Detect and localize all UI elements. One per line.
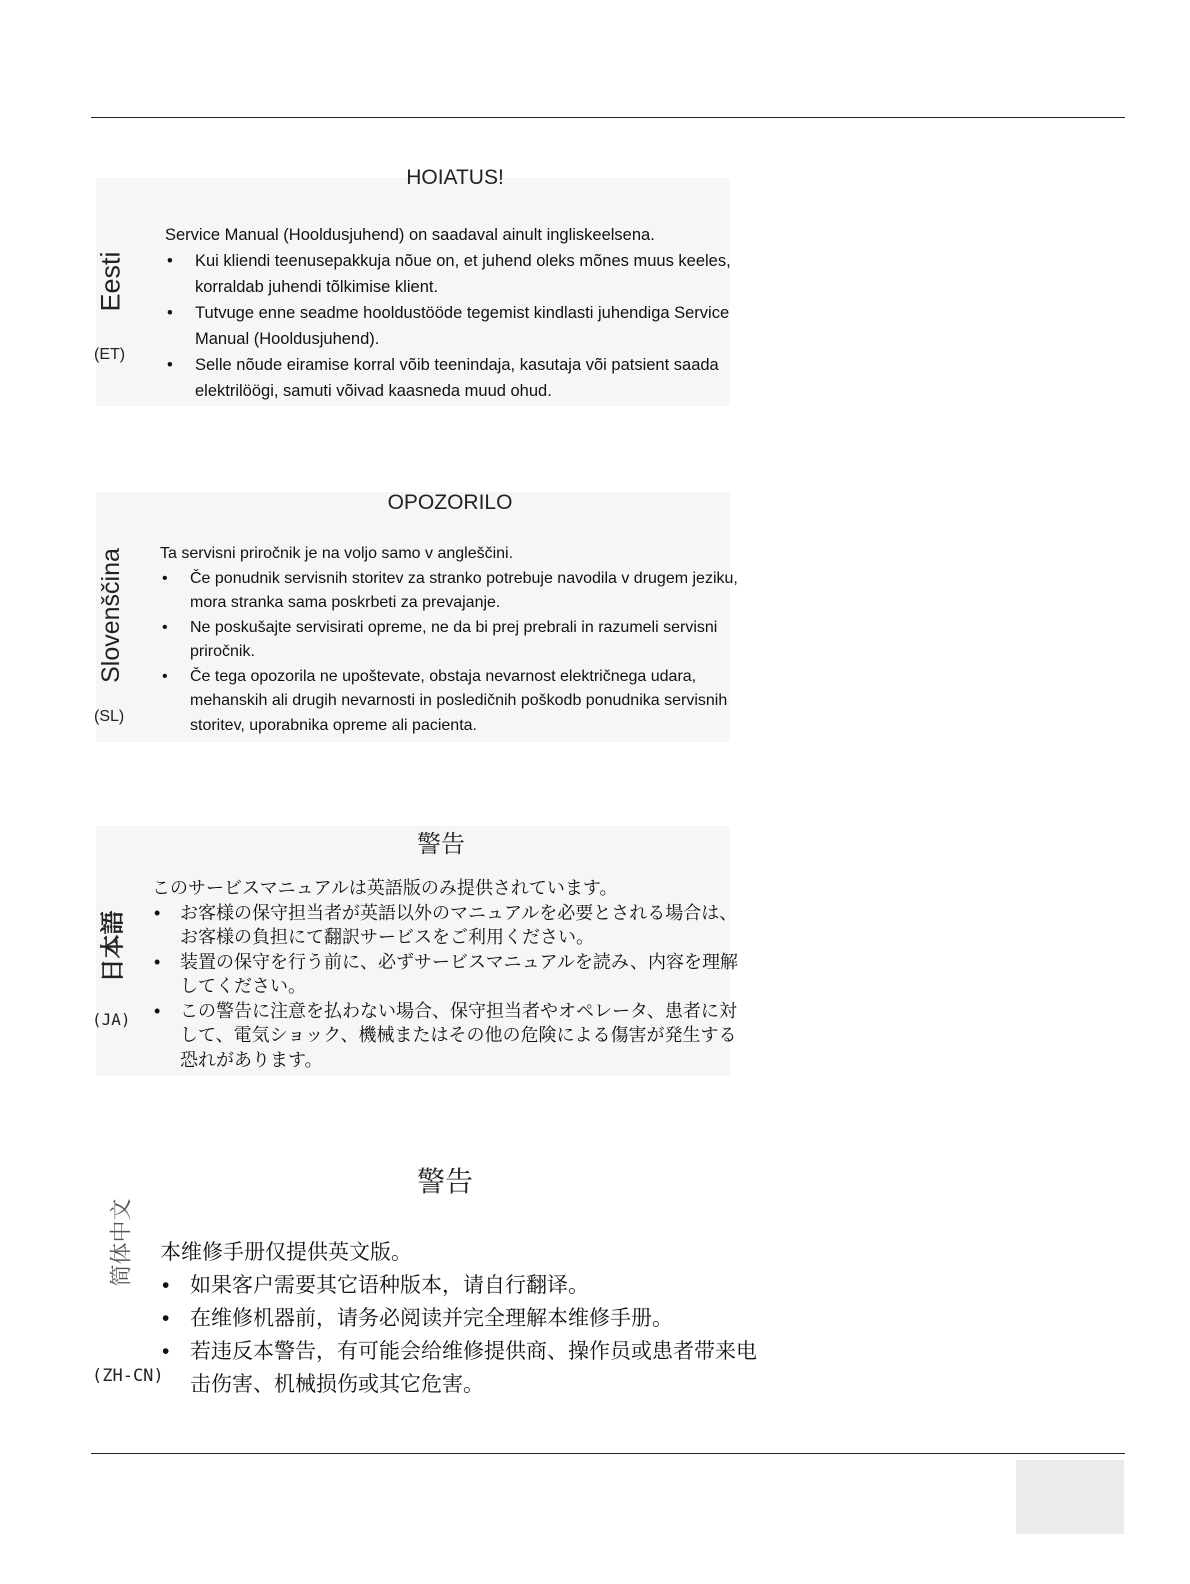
language-name: Slovenščina [96, 548, 125, 683]
warning-list [160, 567, 740, 739]
language-name: 简体中文 [108, 1198, 134, 1287]
language-name: 日本語 [99, 910, 127, 983]
warning-intro: Service Manual (Hooldusjuhend) on saadaval ainult ingliskeelsena. [165, 226, 655, 244]
warning-bullet: • 若违反本警告，有可能会给维修提供商、操作员或患者带来电击伤害、机械损伤或其它危害。 [160, 1335, 760, 1401]
warning-intro: Ta servisni priročnik je na voljo samo v angleščini. [160, 545, 514, 562]
warning-bullet: • 装置の保守を行う前に、必ずサービスマニュアルを読み、内容を理解してください。 [152, 950, 742, 999]
warning-heading: HOIATUS! [406, 166, 504, 189]
warning-body [152, 876, 742, 1072]
warning-list [165, 248, 745, 404]
warning-body [160, 542, 740, 738]
warning-section-zh [90, 1156, 757, 1406]
warning-list [152, 901, 742, 1073]
warning-bullet: • 在维修机器前，请务必阅读并完全理解本维修手册。 [160, 1302, 760, 1335]
warning-heading: OPOZORILO [387, 491, 513, 514]
warning-bullet: • Če ponudnik servisnih storitev za stranko potrebuje navodila v drugem jeziku, mora stranka sama poskrbeti za prevajanje. [160, 567, 740, 616]
warning-bullet: • この警告に注意を払わない場合、保守担当者やオペレータ、患者に対して、電気ショック、機械またはその他の危険による傷害が発生する恐れがあります。 [152, 999, 742, 1073]
warning-bullet: • Kui kliendi teenusepakkuja nõue on, et juhend oleks mõnes muus keeles, korraldab juhendi tõlkimise klient. [165, 248, 745, 300]
footer-rule [91, 1453, 1125, 1454]
language-code: (ZH-CN) [92, 1366, 164, 1386]
warning-section-ja [90, 820, 740, 1080]
warning-bullet: • お客様の保守担当者が英語以外のマニュアルを必要とされる場合は、お客様の負担にて翻訳サービスをご利用ください。 [152, 901, 742, 950]
warning-intro: 本维修手册仅提供英文版。 [160, 1241, 412, 1264]
warning-bullet: • Če tega opozorila ne upoštevate, obstaja nevarnost električnega udara, mehanskih ali drugih nevarnosti in posledičnih poškodb ponudnika servisnih storitev, uporabnika opreme ali pacienta. [160, 665, 740, 739]
warning-section-et [90, 160, 740, 410]
language-code: (SL) [94, 708, 125, 725]
warning-body [165, 222, 745, 404]
header-rule [91, 117, 1125, 118]
warning-section-sl [90, 486, 740, 746]
language-name: Eesti [95, 251, 126, 312]
warning-heading: 警告 [416, 1166, 473, 1197]
page-number-tab [1016, 1460, 1124, 1534]
warning-bullet: • Ne poskušajte servisirati opreme, ne da bi prej prebrali in razumeli servisni priročnik. [160, 616, 740, 665]
language-code: (ET) [94, 346, 126, 363]
warning-intro: このサービスマニュアルは英語版のみ提供されています。 [152, 878, 618, 898]
language-code: (JA) [92, 1010, 131, 1029]
warning-heading: 警告 [417, 831, 465, 858]
warning-bullet: • Tutvuge enne seadme hooldustööde tegemist kindlasti juhendiga Service Manual (Hooldusjuhend). [165, 300, 745, 352]
warning-bullet: • Selle nõude eiramise korral võib teenindaja, kasutaja või patsient saada elektrilöögi, samuti võivad kaasneda muud ohud. [165, 352, 745, 404]
warning-list [160, 1269, 760, 1401]
warning-body [160, 1236, 760, 1401]
warning-bullet: • 如果客户需要其它语种版本，请自行翻译。 [160, 1269, 760, 1302]
